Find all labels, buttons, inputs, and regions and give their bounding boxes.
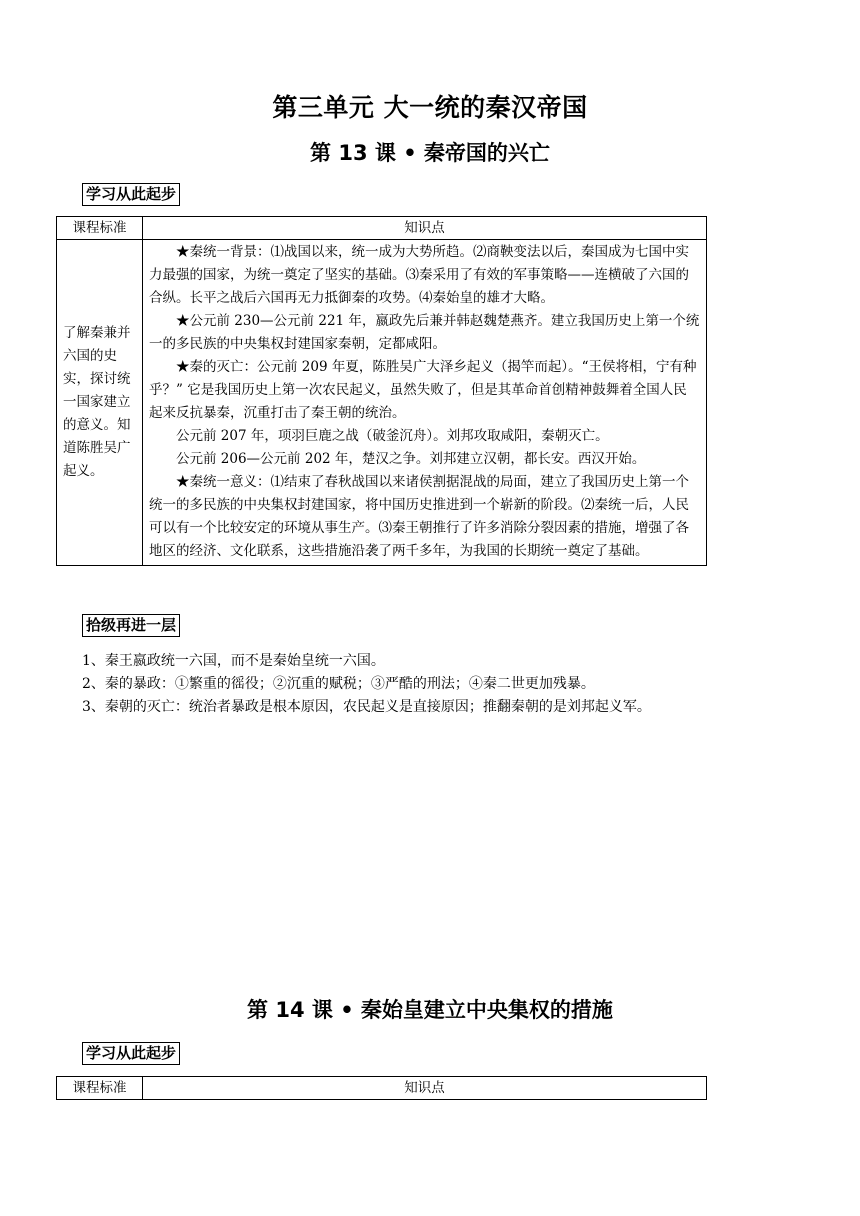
knowledge-paragraph-background: ★秦统一背景：⑴战国以来，统一成为大势所趋。⑵商鞅变法以后，秦国成为七国中实力最强的国家，为统一奠定了坚实的基础。⑶秦采用了有效的军事策略——连横破了六国的合纵。长平之战后六国再无力抵御秦的攻势。⑷秦始皇的雄才大略。: [149, 244, 689, 306]
lesson-13-title: 第 13 课 • 秦帝国的兴亡: [310, 141, 550, 165]
lesson-14-section-start-label: 学习从此起步: [82, 1042, 180, 1065]
unit-title: 第三单元 大一统的秦汉帝国: [272, 93, 588, 122]
lesson-13-section-advance-label: 拾级再进一层: [82, 614, 180, 637]
table-header-row: [57, 1077, 707, 1100]
knowledge-paragraph-fall: ★秦的灭亡：公元前 209 年夏，陈胜吴广大泽乡起义（揭竿而起）。“王侯将相，宁有种乎？” 它是我国历史上第一次农民起义，虽然失败了，但是其革命首创精神鼓舞着全国人民起来反抗暴秦，沉重打击了秦王朝的统治。: [149, 359, 697, 421]
header-knowledge-points: 知识点: [143, 217, 707, 240]
knowledge-paragraph-chuhan: 公元前 206—公元前 202 年，楚汉之争。刘邦建立汉朝，都长安。西汉开始。: [176, 451, 646, 467]
lesson-13-knowledge-table: [56, 216, 707, 566]
list-item: 2、秦的暴政：①繁重的徭役；②沉重的赋税；③严酷的刑法；④秦二世更加残暴。: [82, 676, 595, 692]
knowledge-points-cell: [143, 240, 707, 566]
lesson-13-key-points: [82, 650, 651, 719]
header-knowledge-points: 知识点: [143, 1077, 707, 1100]
course-standard-cell: 了解秦兼并六国的史实，探讨统一国家建立的意义。知道陈胜吴广起义。: [57, 240, 143, 566]
lesson-14-title: 第 14 课 • 秦始皇建立中央集权的措施: [247, 998, 613, 1022]
lesson-14-knowledge-table: [56, 1076, 707, 1100]
lesson-13-section-start-label: 学习从此起步: [82, 183, 180, 206]
list-item: 3、秦朝的灭亡：统治者暴政是根本原因，农民起义是直接原因；推翻秦朝的是刘邦起义军。: [82, 699, 651, 715]
header-course-standard: 课程标准: [57, 217, 143, 240]
list-item: 1、秦王嬴政统一六国，而不是秦始皇统一六国。: [82, 653, 385, 669]
knowledge-paragraph-julu: 公元前 207 年，项羽巨鹿之战（破釜沉舟）。刘邦攻取咸阳，秦朝灭亡。: [176, 428, 609, 444]
table-header-row: [57, 217, 707, 240]
table-row: [57, 240, 707, 566]
header-course-standard: 课程标准: [57, 1077, 143, 1100]
knowledge-paragraph-significance: ★秦统一意义：⑴结束了春秋战国以来诸侯割据混战的局面，建立了我国历史上第一个统一的多民族的中央集权封建国家，将中国历史推进到一个崭新的阶段。⑵秦统一后，人民可以有一个比较安定的环境从事生产。⑶秦王朝推行了许多消除分裂因素的措施，增强了各地区的经济、文化联系，这些措施沿袭了两千多年，为我国的长期统一奠定了基础。: [149, 474, 689, 559]
knowledge-paragraph-unification: ★公元前 230—公元前 221 年，嬴政先后兼并韩赵魏楚燕齐。建立我国历史上第一个统一的多民族的中央集权封建国家秦朝，定都咸阳。: [149, 313, 700, 352]
